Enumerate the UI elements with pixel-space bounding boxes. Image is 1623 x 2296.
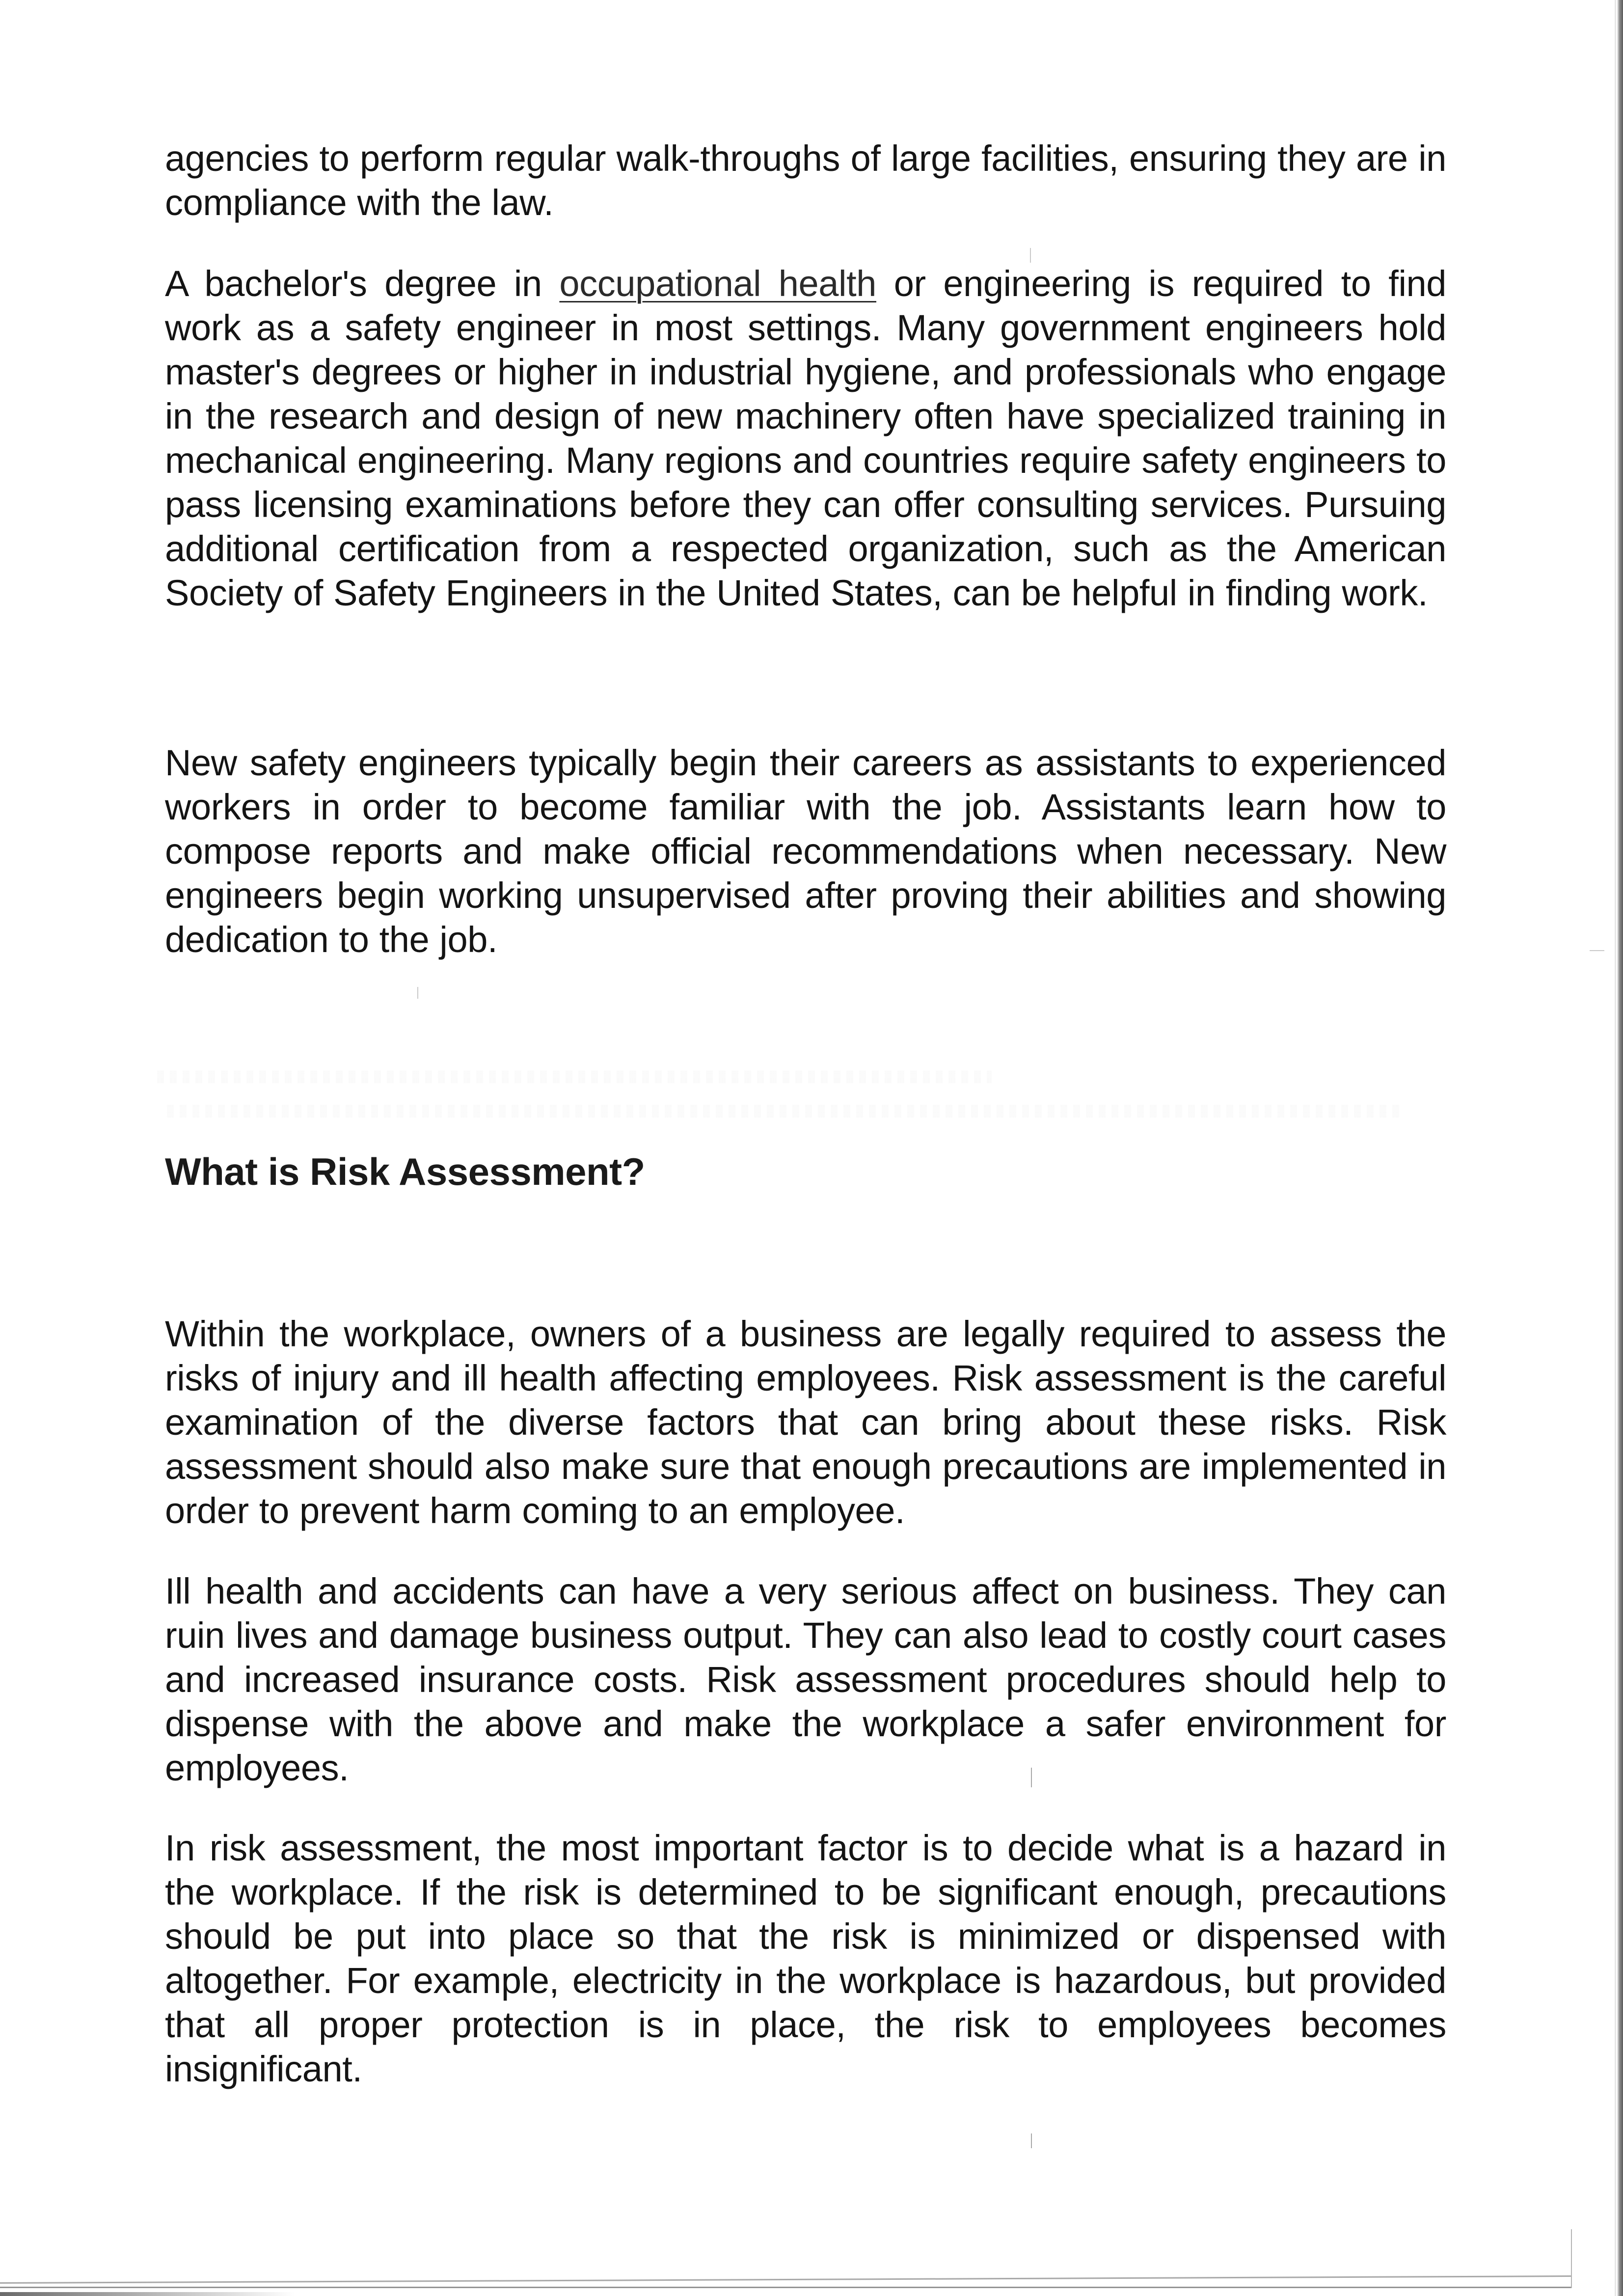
scan-bottom-shadow (0, 2292, 295, 2296)
scan-speck (417, 987, 418, 999)
scan-speck (1031, 2133, 1032, 2148)
paragraph-text: In risk assessment, the most important factor is to decide what is a hazard in the workplace. If the risk is determined to be significant enough, precautions should be put into place so that the risk is minimized or dispensed with altogether. For example, electricity in the workplace is hazardous, but provided that all proper protection is in place, the risk to employees becomes insignificant. (165, 1828, 1446, 2089)
bleed-through-text (157, 1070, 992, 1083)
paragraph-text: Within the workplace, owners of a business are legally required to assess the risks of injury and ill health affecting employees. Risk assessment is the careful examination of the diverse factors that can bring about these risks. Risk assessment should also make sure that enough precautions are implemented in order to prevent harm coming to an employee. (165, 1313, 1446, 1531)
paragraph-text: New safety engineers typically begin their careers as assistants to experienced workers in order to become familiar with the job. Assistants learn how to compose reports and make official recommendations when necessary. New engineers begin working unsupervised after proving their abilities and showing dedication to the job. (165, 742, 1446, 960)
paragraph-risk-definition (165, 1312, 1446, 1533)
paragraph-hazard-identification (165, 1826, 1446, 2091)
occupational-health-link[interactable]: occupational health (559, 263, 877, 304)
scan-fold-mark (1571, 2229, 1572, 2288)
scan-speck (1030, 248, 1031, 263)
paragraph-text: A bachelor's degree in (165, 263, 560, 304)
section-heading-risk-assessment: What is Risk Assessment? (165, 1150, 645, 1193)
paragraph-education-requirements (165, 262, 1446, 615)
scan-edge-shadow (1617, 0, 1623, 2296)
scan-edge-highlight (1615, 0, 1616, 2296)
paragraph-business-impact (165, 1569, 1446, 1790)
scan-bottom-line (0, 2287, 1571, 2288)
paragraph-text: agencies to perform regular walk-throughs of large facilities, ensuring they are in compliance with the law. (165, 138, 1446, 223)
bleed-through-text (167, 1105, 1404, 1118)
scan-bottom-line (0, 2275, 1571, 2284)
paragraph-text: Ill health and accidents can have a very serious affect on business. They can ruin lives and damage business output. They can also lead to costly court cases and increased insurance costs. Risk assessment procedures should help to dispense with the above and make the workplace a safer environment for employees. (165, 1571, 1446, 1788)
scan-speck (1590, 950, 1604, 951)
paragraph-agencies-compliance (165, 137, 1446, 225)
paragraph-new-engineers (165, 741, 1446, 962)
paragraph-text: or engineering is required to find work as a safety engineer in most settings. Many government engineers hold master's degrees or higher in industrial hygiene, and professionals who engage in the research and design of new machinery often have specialized training in mechanical engineering. Many regions and countries require safety engineers to pass licensing examinations before they can offer consulting services. Pursuing additional certification from a respected organization, such as the American Society of Safety Engineers in the United States, can be helpful in finding work. (165, 263, 1446, 613)
